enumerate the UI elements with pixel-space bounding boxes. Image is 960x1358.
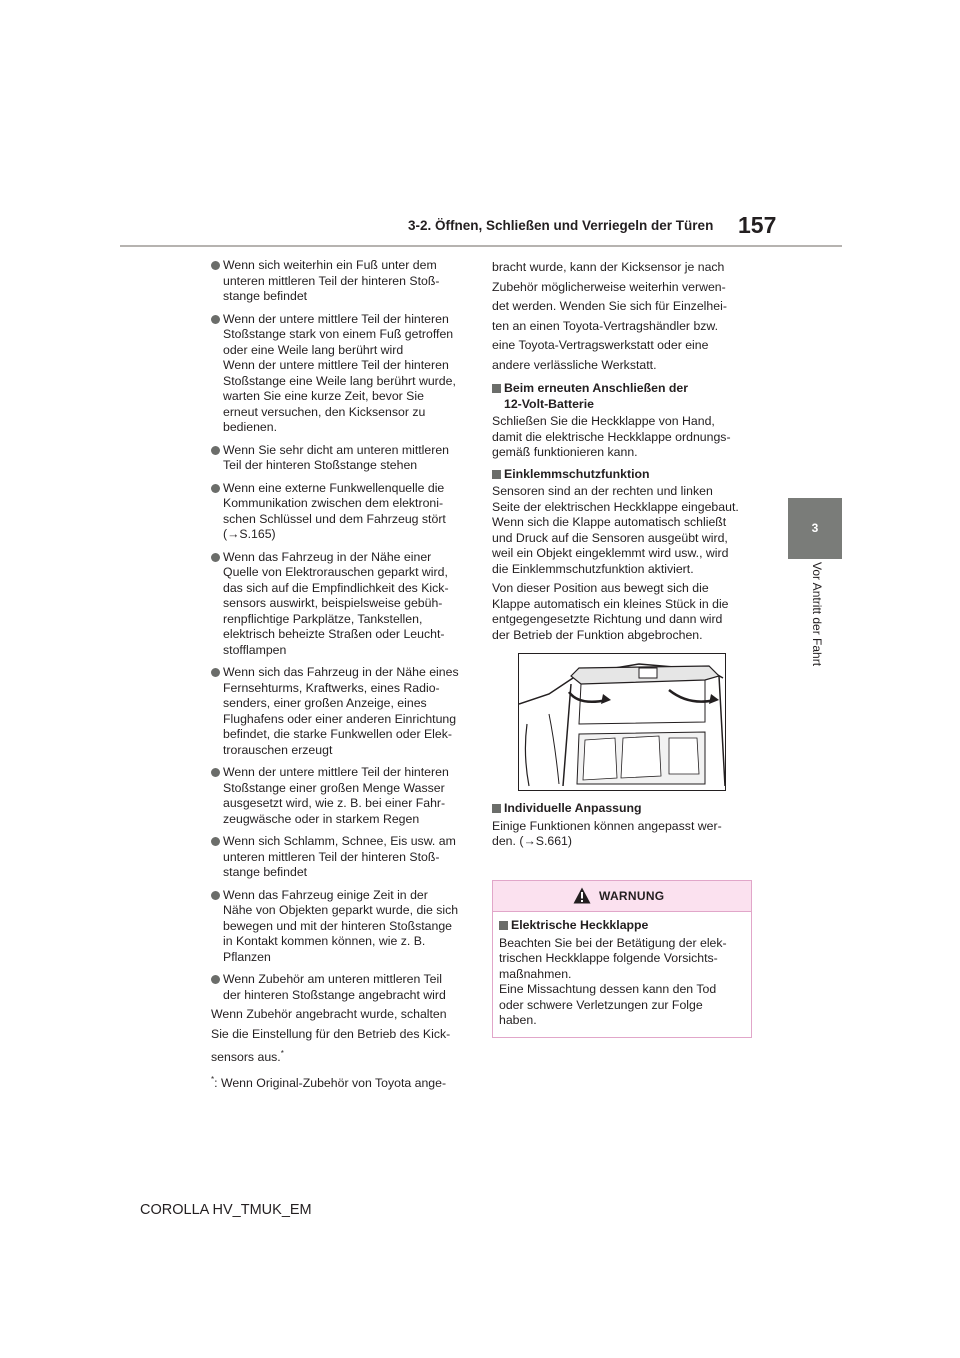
section-text: Einige Funktionen können angepasst wer- den. (→S.661) bbox=[492, 818, 722, 848]
square-bullet-icon bbox=[492, 384, 501, 393]
list-item: Wenn das Fahrzeug in der Nähe einer Quelle von Elektrorauschen geparkt wird, das sich auf die Empfindlichkeit des Kick- sensors auswirkt, beispielsweise gebüh- renpflichtige Parkplätze, Tankstellen, elektrisch beheizte Straßen oder Leucht- stofflampen bbox=[211, 550, 473, 659]
bullet-icon bbox=[211, 315, 220, 324]
square-bullet-icon bbox=[492, 804, 501, 813]
bullet-icon bbox=[211, 668, 220, 677]
chapter-tab: 3 bbox=[788, 498, 842, 559]
footer-model-code: COROLLA HV_TMUK_EM bbox=[140, 1202, 312, 1218]
chapter-label: Vor Antritt der Fahrt bbox=[810, 562, 824, 667]
tailgate-illustration bbox=[518, 653, 726, 791]
accessory-paragraph: Wenn Zubehör angebracht wurde, schalten Sie die Einstellung für den Betrieb des Kick- sensors aus.* bbox=[211, 1007, 451, 1065]
warning-text: Beachten Sie bei der Betätigung der elek- trischen Heckklappe folgende Vorsichts- maßnahmen. Eine Missachtung dessen kann den Tod oder schwere Verletzungen zur Folge haben. bbox=[499, 935, 727, 1027]
list-item: Wenn Zubehör am unteren mittleren Teil der hinteren Stoßstange angebracht wird bbox=[211, 972, 473, 1003]
warning-header bbox=[493, 881, 751, 912]
bullet-icon bbox=[211, 891, 220, 900]
bullet-icon bbox=[211, 446, 220, 455]
bullet-icon bbox=[211, 768, 220, 777]
header-divider bbox=[120, 245, 842, 247]
section-text: Sensoren sind an der rechten und linken Seite der elektrischen Heckklappe eingebaut. Wenn sich die Klappe automatisch schließt und Druck auf die Sensoren ausgeübt wird, weil ein Objekt eingeklemmt wird usw., wird die Einklemmschutzfunktion aktiviert. bbox=[492, 484, 739, 576]
section-text: Von dieser Position aus bewegt sich die Klappe automatisch ein kleines Stück in die entgegengesetzte Richtung und dann wird der Betrieb der Funktion abgebrochen. bbox=[492, 581, 729, 642]
footnote-continuation: bracht wurde, kann der Kicksensor je nach Zubehör möglicherweise weiterhin verwen- det werden. Wenden Sie sich für Einzelhei- ten an einen Toyota-Vertragshändler bzw. eine Toyota-Vertragswerkstatt oder eine andere verlässliche Werkstatt. bbox=[492, 260, 727, 372]
warning-triangle-icon bbox=[573, 887, 591, 904]
list-item: Wenn sich Schlamm, Schnee, Eis usw. am unteren mittleren Teil der hinteren Stoß- stange befindet bbox=[211, 834, 473, 881]
section-heading: Beim erneuten Anschließen der 12-Volt-Batterie bbox=[492, 381, 752, 412]
square-bullet-icon bbox=[492, 470, 501, 479]
warning-title: WARNUNG bbox=[599, 889, 665, 903]
section-title: 3-2. Öffnen, Schließen und Verriegeln der Türen bbox=[408, 218, 714, 233]
footnote: *: Wenn Original-Zubehör von Toyota ange- bbox=[211, 1074, 447, 1090]
section-heading: Individuelle Anpassung bbox=[492, 801, 752, 817]
section-heading: Einklemmschutzfunktion bbox=[492, 467, 752, 483]
bullet-icon bbox=[211, 553, 220, 562]
list-item: Wenn sich weiterhin ein Fuß unter dem unteren mittleren Teil der hinteren Stoß- stange befindet bbox=[211, 258, 473, 305]
footnote-marker: * bbox=[280, 1049, 284, 1058]
list-item: Wenn das Fahrzeug einige Zeit in der Nähe von Objekten geparkt wurde, die sich bewegen und mit der hinteren Stoßstange in Kontakt kommen können, wie z. B. Pflanzen bbox=[211, 888, 473, 966]
list-item: Wenn der untere mittlere Teil der hinteren Stoßstange einer großen Menge Wasser ausgesetzt wird, wie z. B. bei einer Fahr- zeugwäsche oder in starkem Regen bbox=[211, 765, 473, 827]
right-column bbox=[492, 258, 752, 854]
list-item: Wenn der untere mittlere Teil der hinteren Stoßstange stark von einem Fuß getroffen oder eine Weile lang berührt wird Wenn der untere mittlere Teil der hinteren Stoßstange eine Weile lang berührt wurde, warten Sie eine kurze Zeit, bevor Sie erneut versuchen, den Kicksensor zu bedienen. bbox=[211, 312, 473, 436]
bullet-icon bbox=[211, 484, 220, 493]
warning-box bbox=[492, 880, 752, 1038]
list-item: Wenn eine externe Funkwellenquelle die Kommunikation zwischen dem elektroni- schen Schlüssel und dem Fahrzeug stört (→S.165) bbox=[211, 481, 473, 543]
bullet-icon bbox=[211, 837, 220, 846]
list-item: Wenn Sie sehr dicht am unteren mittleren Teil der hinteren Stoßstange stehen bbox=[211, 443, 473, 474]
bullet-icon bbox=[211, 261, 220, 270]
square-bullet-icon bbox=[499, 921, 508, 930]
warning-heading: Elektrische Heckklappe bbox=[499, 918, 745, 934]
section-text: Schließen Sie die Heckklappe von Hand, damit die elektrische Heckklappe ordnungs- gemäß funktionieren kann. bbox=[492, 414, 731, 459]
left-column bbox=[211, 258, 473, 1095]
warning-body bbox=[493, 912, 751, 1029]
list-item: Wenn sich das Fahrzeug in der Nähe eines Fernsehturms, Kraftwerks, eines Radio- senders, einer großen Anzeige, eines Flughafens oder einer anderen Einrichtung befindet, die starke Funkwellen oder Elek- trorauschen erzeugt bbox=[211, 665, 473, 758]
page-number: 157 bbox=[738, 212, 777, 238]
bullet-icon bbox=[211, 975, 220, 984]
